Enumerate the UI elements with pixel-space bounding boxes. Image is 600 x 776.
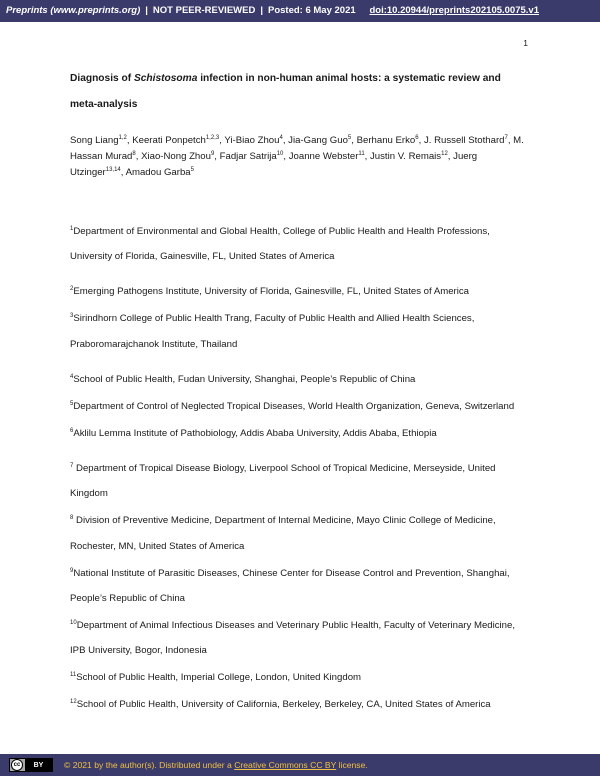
- author: [370, 151, 453, 162]
- author-separator: ,: [283, 150, 289, 162]
- author: [220, 151, 289, 162]
- author-name: M. Hassan Murad: [70, 135, 524, 162]
- affiliation: [70, 304, 530, 356]
- affiliation: [70, 419, 530, 446]
- affiliation: [70, 277, 530, 304]
- author-name: Berhanu Erko: [356, 135, 416, 147]
- author-affiliation-sup: 1,2,3: [205, 135, 220, 141]
- author: [289, 151, 370, 162]
- affiliation-text: Department of Control of Neglected Tropical Diseases, World Health Organization, Geneva, Switzerland: [73, 401, 515, 412]
- license-text: [64, 760, 368, 770]
- posted-date: Posted: 6 May 2021: [268, 5, 356, 16]
- author-name: Xiao-Nong Zhou: [141, 150, 211, 162]
- affiliation-number: 7: [70, 463, 74, 470]
- author-separator: ,: [351, 135, 357, 147]
- cc-by-badge-icon[interactable]: [9, 758, 53, 772]
- affiliation-number: 6: [70, 428, 74, 434]
- author: [424, 135, 513, 146]
- author-separator: ,: [126, 135, 133, 147]
- affiliation: [70, 611, 530, 663]
- affiliation: [70, 690, 530, 717]
- affiliation-text: School of Public Health, Fudan University, Shanghai, People’s Republic of China: [73, 373, 416, 385]
- author-name: Juerg Utzinger: [70, 150, 478, 178]
- author-name: Joanne Webster: [288, 150, 359, 162]
- affiliation-text: Department of Tropical Disease Biology, Liverpool School of Tropical Medicine, Merseyside, United Kingdom: [70, 463, 496, 500]
- author: [126, 167, 194, 178]
- affiliation-text: Aklilu Lemma Institute of Pathobiology, Addis Ababa University, Addis Ababa, Ethiopia: [73, 428, 437, 440]
- author-affiliation-sup: 9: [210, 150, 215, 157]
- header-separator: |: [260, 5, 263, 16]
- author-name: Fadjar Satrija: [219, 150, 277, 162]
- paper-title: [70, 66, 530, 118]
- affiliation: [70, 506, 530, 558]
- affiliation-number: 8: [70, 515, 74, 522]
- affiliation-number: 12: [70, 699, 77, 706]
- author: [288, 135, 356, 146]
- author-separator: ,: [282, 135, 289, 147]
- affiliation-number: 9: [70, 567, 74, 574]
- author-list: [70, 132, 530, 179]
- author-affiliation-sup: 10: [276, 150, 284, 157]
- affiliation: [70, 217, 530, 269]
- cc-by-license-link[interactable]: Creative Commons CC BY: [234, 760, 337, 770]
- author-affiliation-sup: 5: [347, 135, 352, 141]
- author-name: Amadou Garba: [125, 166, 191, 178]
- affiliation-text: National Institute of Parasitic Diseases, Chinese Center for Disease Control and Prevention, Shanghai, People’s Republic of China: [70, 567, 510, 604]
- author-affiliation-sup: 8: [132, 150, 136, 157]
- author-separator: ,: [364, 150, 370, 162]
- header-separator: |: [145, 5, 148, 16]
- affiliation: [70, 392, 530, 419]
- affiliation-text: Department of Environmental and Global Health, College of Public Health and Health Professions, University of Florida, Gainesville, FL, United States of America: [70, 226, 490, 263]
- doi-link[interactable]: doi:10.20944/preprints202105.0075.v1: [369, 5, 539, 16]
- title-genus: Schistosoma: [133, 73, 198, 84]
- cc-badge-by: BY: [25, 759, 52, 771]
- author-affiliation-sup: 1,2: [118, 135, 127, 141]
- author-name: Keerati Ponpetch: [132, 135, 206, 147]
- author-name: J. Russell Stothard: [423, 135, 505, 147]
- affiliation-number: 11: [70, 671, 77, 678]
- author-separator: ,: [507, 135, 514, 147]
- author: [132, 135, 224, 146]
- peer-review-status: NOT PEER-REVIEWED: [152, 5, 256, 16]
- affiliation-text: Sirindhorn College of Public Health Trang, Faculty of Public Health and Allied Health Sciences, Praboromarajchanok Institute, Thailand: [70, 313, 475, 350]
- affiliation-text: School of Public Health, Imperial College, London, United Kingdom: [76, 672, 362, 684]
- affiliation-number: 5: [70, 400, 74, 407]
- author-affiliation-sup: 6: [415, 135, 419, 141]
- author-separator: ,: [447, 150, 454, 162]
- affiliation-number: 1: [70, 226, 74, 233]
- affiliation-list: [70, 217, 530, 717]
- author-separator: ,: [219, 135, 225, 147]
- preprints-brand-link[interactable]: Preprints (www.preprints.org): [6, 5, 141, 16]
- affiliation-number: 10: [70, 619, 77, 626]
- title-text: infection in non-human animal hosts: a systematic review and meta-analysis: [70, 73, 501, 110]
- author-separator: ,: [135, 150, 142, 162]
- author-separator: ,: [214, 150, 220, 162]
- author-name: Justin V. Remais: [370, 150, 442, 162]
- affiliation: [70, 454, 530, 506]
- affiliation: [70, 365, 530, 392]
- cc-badge-circle: cc: [11, 759, 23, 771]
- author: [70, 135, 132, 146]
- page-number: 1: [523, 38, 528, 48]
- author-name: Jia-Gang Guo: [288, 135, 348, 147]
- author-name: Song Liang: [70, 135, 119, 147]
- affiliation-text: Emerging Pathogens Institute, University of Florida, Gainesville, FL, United States of America: [73, 286, 470, 298]
- author: [141, 151, 220, 162]
- affiliation-text: Division of Preventive Medicine, Department of Internal Medicine, Mayo Clinic College of Medicine, Rochester, MN, United States of America: [70, 515, 496, 552]
- header-left: [6, 5, 356, 16]
- affiliation-number: 2: [70, 286, 74, 293]
- author-separator: ,: [120, 166, 126, 178]
- author-affiliation-sup: 5: [190, 166, 194, 173]
- author: [357, 135, 424, 146]
- author-affiliation-sup: 13,14: [105, 166, 121, 173]
- author-separator: ,: [418, 135, 424, 147]
- license-footer: [0, 754, 600, 776]
- author-affiliation-sup: 12: [441, 150, 448, 157]
- paper-body: [70, 66, 530, 717]
- affiliation: [70, 559, 530, 611]
- license-suffix: license.: [336, 760, 368, 770]
- affiliation-text: School of Public Health, University of California, Berkeley, Berkeley, CA, United States of America: [76, 699, 491, 711]
- author-name: Yi-Biao Zhou: [224, 135, 280, 147]
- author: [224, 135, 288, 146]
- affiliation-text: Department of Animal Infectious Diseases and Veterinary Public Health, Faculty of Veterinary Medicine, IPB University, Bogor, Indonesia: [70, 619, 516, 656]
- author-affiliation-sup: 7: [504, 135, 508, 141]
- author-affiliation-sup: 4: [279, 135, 283, 141]
- title-text: Diagnosis of: [70, 73, 134, 84]
- preprint-header-bar: [0, 0, 600, 22]
- affiliation: [70, 663, 530, 690]
- affiliation-number: 4: [70, 373, 74, 380]
- author-affiliation-sup: 11: [358, 150, 365, 157]
- affiliation-number: 3: [70, 313, 74, 320]
- license-prefix: © 2021 by the author(s). Distributed under a: [64, 760, 235, 770]
